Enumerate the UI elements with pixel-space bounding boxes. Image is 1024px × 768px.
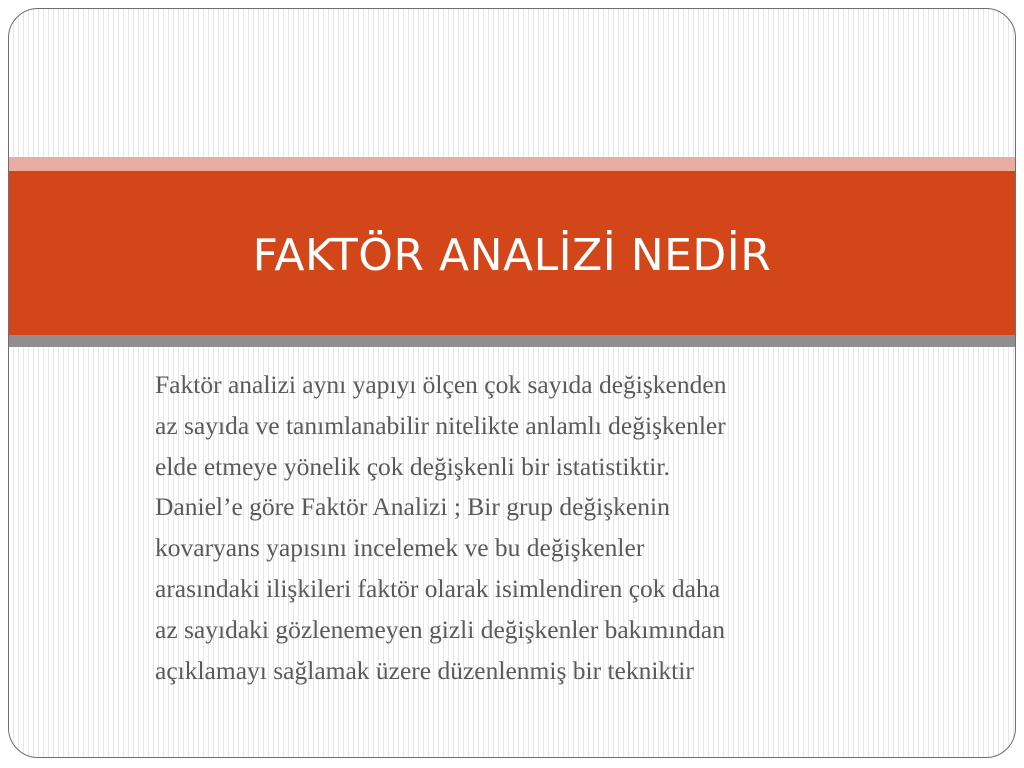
slide-body-text (155, 365, 875, 691)
body-line: arasındaki ilişkileri faktör olarak isimlendiren çok daha (155, 573, 721, 603)
body-line: Daniel’e göre Faktör Analizi ; Bir grup değişkenin (155, 492, 670, 522)
body-line: az sayıda ve tanımlanabilir nitelikte anlamlı değişkenler (155, 410, 726, 440)
slide (8, 8, 1016, 758)
body-line: elde etmeye yönelik çok değişkenli bir istatistiktir. (155, 451, 670, 481)
body-line: açıklamayı sağlamak üzere düzenlenmiş bir tekniktir (155, 655, 694, 685)
slide-title: FAKTÖR ANALİZİ NEDİR (252, 229, 772, 281)
body-line: Faktör analizi aynı yapıyı ölçen çok sayıda değişkenden (155, 370, 727, 399)
title-band (9, 171, 1015, 335)
title-accent-stripe-bottom (9, 335, 1015, 347)
body-line: kovaryans yapısını incelemek ve bu değişkenler (155, 533, 645, 563)
body-line: az sayıdaki gözlenemeyen gizli değişkenler bakımından (155, 614, 726, 644)
title-accent-stripe-top (9, 157, 1015, 171)
